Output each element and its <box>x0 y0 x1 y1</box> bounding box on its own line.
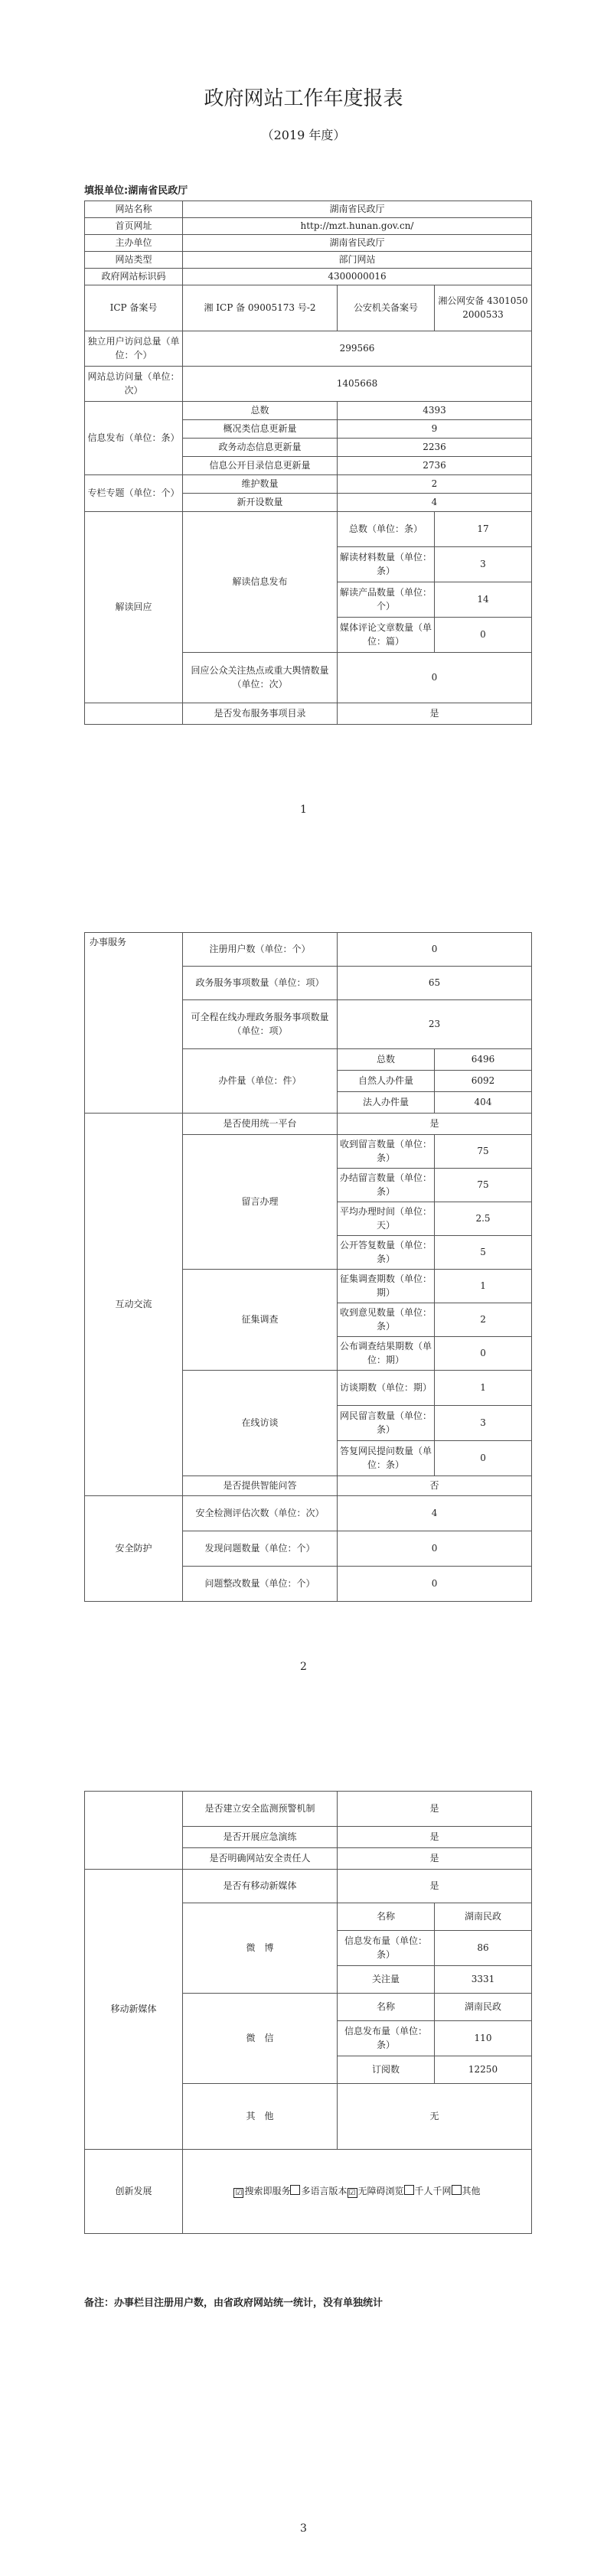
cell-label: 主办单位 <box>85 235 183 252</box>
cell-value: 是 <box>338 1870 532 1903</box>
cell-label: 解读信息发布 <box>183 512 338 653</box>
cell-label: 概况类信息更新量 <box>183 420 338 439</box>
option-label: 搜索即服务 <box>244 2185 291 2196</box>
cell-label: 互动交流 <box>85 1114 183 1496</box>
cell-value: 是 <box>338 1114 532 1135</box>
cell-label: 解读材料数量（单位：条） <box>338 547 435 582</box>
cell-label: 办件量（单位：件） <box>183 1049 338 1114</box>
cell-value: 1 <box>435 1270 532 1303</box>
cell-label: 是否提供智能问答 <box>183 1476 338 1496</box>
innovation-options <box>183 2150 532 2234</box>
cell-label: ICP 备案号 <box>85 285 183 331</box>
checkbox-personalized[interactable] <box>404 2185 414 2195</box>
cell-value: 2.5 <box>435 1202 532 1236</box>
cell-value: 0 <box>435 618 532 653</box>
cell-value: 5 <box>435 1236 532 1270</box>
cell-label: 信息公开目录信息更新量 <box>183 457 338 475</box>
cell-label: 收到意见数量（单位：条） <box>338 1303 435 1337</box>
cell-value: 65 <box>338 967 532 1000</box>
cell-label: 注册用户数（单位：个） <box>183 933 338 967</box>
cell-value: 4 <box>338 494 532 512</box>
cell-value: 2 <box>435 1303 532 1337</box>
cell-value: 12250 <box>435 2056 532 2084</box>
cell-value: 75 <box>435 1169 532 1202</box>
cell-value: 否 <box>338 1476 532 1496</box>
cell-value: 湖南省民政厅 <box>183 235 532 252</box>
cell-label: 信息发布量（单位：条） <box>338 2021 435 2056</box>
option-label: 千人千网 <box>414 2185 452 2196</box>
cell-label: 问题整改数量（单位：个） <box>183 1567 338 1602</box>
page-title: 政府网站工作年度报表 <box>204 87 403 110</box>
option-label: 其他 <box>462 2185 481 2196</box>
cell-label: 征集调查 <box>183 1270 338 1371</box>
cell-label: 安全检测评估次数（单位：次） <box>183 1496 338 1531</box>
cell-label: 信息发布量（单位：条） <box>338 1931 435 1966</box>
cell-value: 2736 <box>338 457 532 475</box>
cell-label: 法人办件量 <box>338 1092 435 1114</box>
cell-value: 3 <box>435 547 532 582</box>
cell-label: 新开设数量 <box>183 494 338 512</box>
cell-label: 留言办理 <box>183 1135 338 1270</box>
cell-label: 首页网址 <box>85 218 183 235</box>
cell-label: 信息发布（单位：条） <box>85 402 183 475</box>
report-year: （2019 年度） <box>261 128 346 142</box>
cell-label: 名称 <box>338 1994 435 2021</box>
cell-label: 公布调查结果期数（单位：期） <box>338 1337 435 1371</box>
cell-value: 2 <box>338 475 532 494</box>
cell-value: 14 <box>435 582 532 618</box>
option-label: 无障碍浏览 <box>357 2185 404 2196</box>
cell-label: 访谈期数（单位：期） <box>338 1371 435 1406</box>
cell-label: 是否明确网站安全责任人 <box>183 1848 338 1870</box>
remark-note: 备注：办事栏目注册用户数，由省政府网站统一统计，没有单独统计 <box>84 2297 383 2309</box>
filing-unit: 填报单位:湖南省民政厅 <box>84 185 188 197</box>
cell-value: 1405668 <box>183 367 532 402</box>
cell-label: 解读回应 <box>85 512 183 703</box>
cell-value: 404 <box>435 1092 532 1114</box>
cell-value: 4 <box>338 1496 532 1531</box>
cell-value: 86 <box>435 1931 532 1966</box>
cell-label: 征集调查期数（单位：期） <box>338 1270 435 1303</box>
cell-empty <box>85 703 183 725</box>
cell-value: 湖南民政 <box>435 1903 532 1931</box>
cell-label: 发现问题数量（单位：个） <box>183 1531 338 1567</box>
cell-value: 9 <box>338 420 532 439</box>
cell-value: 23 <box>338 1000 532 1049</box>
cell-label: 政府网站标识码 <box>85 269 183 285</box>
cell-value: 0 <box>435 1441 532 1476</box>
cell-label: 网站类型 <box>85 252 183 269</box>
cell-label: 微 博 <box>183 1903 338 1994</box>
cell-label: 维护数量 <box>183 475 338 494</box>
homepage-url: http://mzt.hunan.gov.cn/ <box>183 218 532 235</box>
cell-label: 自然人办件量 <box>338 1071 435 1092</box>
cell-label: 关注量 <box>338 1966 435 1994</box>
cell-value: 0 <box>338 653 532 703</box>
cell-label: 解读产品数量（单位：个） <box>338 582 435 618</box>
cell-value: 6092 <box>435 1071 532 1092</box>
cell-value: 1 <box>435 1371 532 1406</box>
cell-value: 是 <box>338 1827 532 1848</box>
cell-empty <box>85 1792 183 1870</box>
cell-label: 平均办理时间（单位：天） <box>338 1202 435 1236</box>
cell-label: 其 他 <box>183 2084 338 2150</box>
cell-label: 名称 <box>338 1903 435 1931</box>
cell-value: 是 <box>338 1848 532 1870</box>
cell-label: 公开答复数量（单位：条） <box>338 1236 435 1270</box>
checkbox-other[interactable] <box>452 2185 462 2195</box>
cell-label: 公安机关备案号 <box>338 285 435 331</box>
cell-label: 微 信 <box>183 1994 338 2084</box>
cell-value: 110 <box>435 2021 532 2056</box>
cell-value: 湖南民政 <box>435 1994 532 2021</box>
cell-value: 4300000016 <box>183 269 532 285</box>
cell-label: 网站总访问量（单位：次） <box>85 367 183 402</box>
cell-value: 0 <box>338 1567 532 1602</box>
cell-label: 是否使用统一平台 <box>183 1114 338 1135</box>
cell-label: 是否发布服务事项目录 <box>183 703 338 725</box>
cell-value: 6496 <box>435 1049 532 1071</box>
cell-value: 3331 <box>435 1966 532 1994</box>
checkbox-multilingual[interactable] <box>290 2185 300 2195</box>
cell-label: 办事服务 <box>85 933 183 1114</box>
cell-label: 是否开展应急演练 <box>183 1827 338 1848</box>
cell-value: 17 <box>435 512 532 547</box>
report-table-part2 <box>84 932 532 1602</box>
cell-value: 湘公网安备 43010502000533 <box>435 285 532 331</box>
report-table-part3 <box>84 1791 532 2234</box>
cell-value: 3 <box>435 1406 532 1441</box>
checkbox-search-as-service[interactable]: ☑ <box>233 2188 243 2198</box>
cell-label: 安全防护 <box>85 1496 183 1602</box>
option-label: 多语言版本 <box>301 2185 348 2196</box>
cell-label: 政务动态信息更新量 <box>183 439 338 457</box>
cell-value: 0 <box>338 933 532 967</box>
cell-label: 是否建立安全监测预警机制 <box>183 1792 338 1827</box>
cell-value: 2236 <box>338 439 532 457</box>
cell-label: 订阅数 <box>338 2056 435 2084</box>
cell-value: 湘 ICP 备 09005173 号-2 <box>183 285 338 331</box>
cell-label: 媒体评论文章数量（单位：篇） <box>338 618 435 653</box>
cell-label: 网民留言数量（单位：条） <box>338 1406 435 1441</box>
report-table-part1 <box>84 201 532 725</box>
cell-label: 总数（单位：条） <box>338 512 435 547</box>
cell-label: 可全程在线办理政务服务事项数量（单位：项） <box>183 1000 338 1049</box>
cell-label: 答复网民提问数量（单位：条） <box>338 1441 435 1476</box>
cell-value: 75 <box>435 1135 532 1169</box>
cell-label: 政务服务事项数量（单位：项） <box>183 967 338 1000</box>
cell-value: 是 <box>338 1792 532 1827</box>
cell-label: 独立用户访问总量（单位：个） <box>85 331 183 367</box>
cell-label: 收到留言数量（单位：条） <box>338 1135 435 1169</box>
cell-label: 网站名称 <box>85 201 183 218</box>
cell-label: 是否有移动新媒体 <box>183 1870 338 1903</box>
cell-value: 湖南省民政厅 <box>183 201 532 218</box>
cell-value: 0 <box>435 1337 532 1371</box>
cell-value: 4393 <box>338 402 532 420</box>
page-number: 1 <box>300 804 307 816</box>
cell-label: 回应公众关注热点或重大舆情数量（单位：次） <box>183 653 338 703</box>
cell-label: 总数 <box>338 1049 435 1071</box>
cell-value: 0 <box>338 1531 532 1567</box>
cell-value: 无 <box>338 2084 532 2150</box>
checkbox-accessibility[interactable]: ☑ <box>348 2188 357 2198</box>
cell-label: 移动新媒体 <box>85 1870 183 2150</box>
page-number: 2 <box>300 1661 307 1673</box>
cell-label: 在线访谈 <box>183 1371 338 1476</box>
cell-label: 办结留言数量（单位：条） <box>338 1169 435 1202</box>
cell-value: 299566 <box>183 331 532 367</box>
cell-label: 专栏专题（单位：个） <box>85 475 183 512</box>
cell-label: 创新发展 <box>85 2150 183 2234</box>
cell-value: 部门网站 <box>183 252 532 269</box>
cell-label: 总数 <box>183 402 338 420</box>
cell-value: 是 <box>338 703 532 725</box>
page-number: 3 <box>300 2522 307 2535</box>
